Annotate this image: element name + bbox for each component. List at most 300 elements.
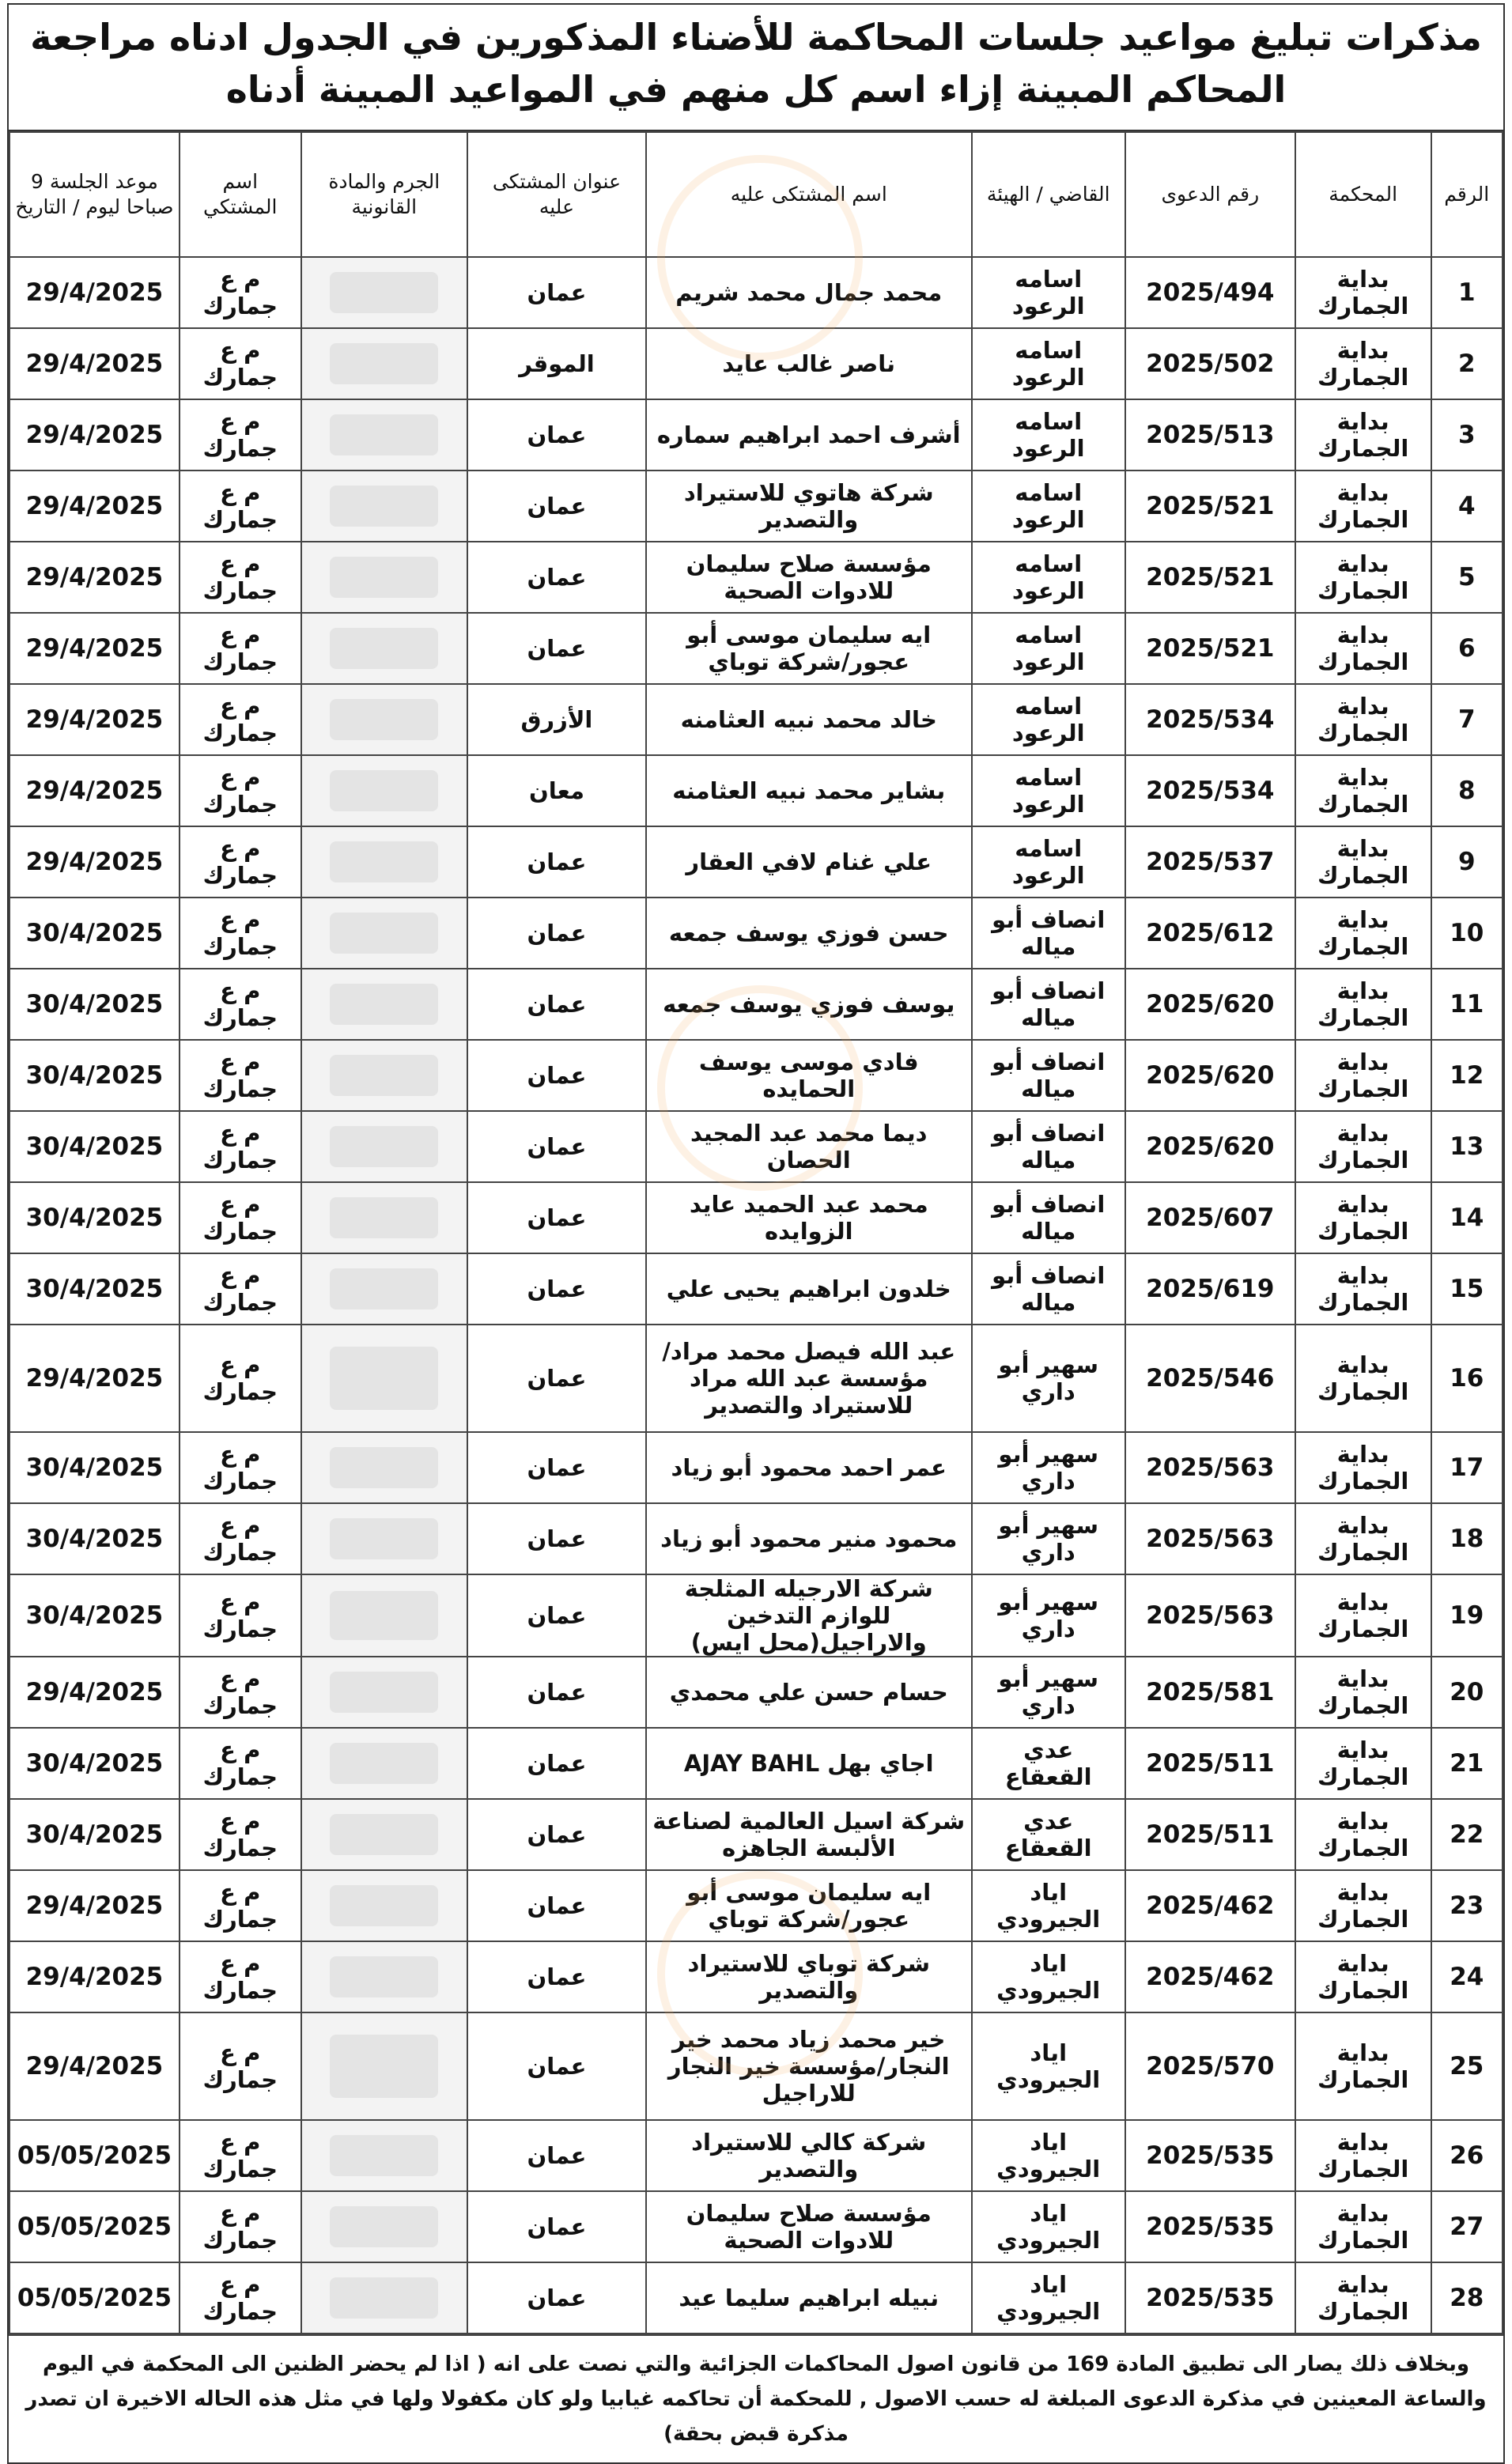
row-judge: اسامه الرعود	[972, 471, 1125, 542]
row-hearing-date: 30/4/2025	[9, 1574, 180, 1657]
row-number: 7	[1431, 684, 1503, 755]
table-row	[9, 1040, 1503, 1111]
row-defendant-address: عمان	[467, 1728, 646, 1799]
row-number: 12	[1431, 1040, 1503, 1111]
row-defendant-name: شركة الارجيله المثلجة للوازم التدخين والاراجيل(محل ايس)	[646, 1574, 972, 1657]
table-row	[9, 2191, 1503, 2262]
redacted-block	[330, 628, 438, 670]
row-judge: اسامه الرعود	[972, 826, 1125, 898]
row-defendant-name: علي غنام لافي العقار	[646, 826, 972, 898]
row-defendant-name: حسام حسن علي محمدي	[646, 1657, 972, 1728]
table-row	[9, 1182, 1503, 1253]
redacted-block	[330, 1347, 438, 1410]
row-complainant: م ع جمارك	[180, 1657, 301, 1728]
row-judge: اياد الجيرودي	[972, 1941, 1125, 2012]
row-judge: انصاف أبو مياله	[972, 969, 1125, 1040]
table-row	[9, 969, 1503, 1040]
row-court: بداية الجمارك	[1295, 2120, 1431, 2191]
row-crime-redacted	[301, 1870, 467, 1941]
row-defendant-address: عمان	[467, 2191, 646, 2262]
row-crime-redacted	[301, 1941, 467, 2012]
row-defendant-address: عمان	[467, 1253, 646, 1325]
redacted-block	[330, 1126, 438, 1168]
row-hearing-date: 29/4/2025	[9, 613, 180, 684]
row-defendant-name: فادي موسى يوسف الحمايده	[646, 1040, 972, 1111]
row-case-number: 2025/563	[1125, 1574, 1295, 1657]
row-judge: انصاف أبو مياله	[972, 1040, 1125, 1111]
row-case-number: 2025/462	[1125, 1941, 1295, 2012]
row-hearing-date: 30/4/2025	[9, 1040, 180, 1111]
row-judge: انصاف أبو مياله	[972, 1253, 1125, 1325]
row-case-number: 2025/563	[1125, 1432, 1295, 1503]
row-number: 3	[1431, 399, 1503, 471]
row-defendant-address: عمان	[467, 542, 646, 613]
row-complainant: م ع جمارك	[180, 2012, 301, 2120]
row-defendant-address: عمان	[467, 2262, 646, 2334]
row-number: 16	[1431, 1325, 1503, 1432]
redacted-block	[330, 486, 438, 527]
row-case-number: 2025/563	[1125, 1503, 1295, 1574]
row-complainant: م ع جمارك	[180, 1253, 301, 1325]
row-judge: انصاف أبو مياله	[972, 898, 1125, 969]
row-defendant-address: عمان	[467, 1870, 646, 1941]
row-court: بداية الجمارك	[1295, 257, 1431, 328]
table-row	[9, 1870, 1503, 1941]
redacted-block	[330, 1814, 438, 1856]
row-hearing-date: 29/4/2025	[9, 1870, 180, 1941]
row-hearing-date: 29/4/2025	[9, 399, 180, 471]
table-row	[9, 755, 1503, 826]
row-defendant-address: الموقر	[467, 328, 646, 399]
row-complainant: م ع جمارك	[180, 1728, 301, 1799]
row-complainant: م ع جمارك	[180, 684, 301, 755]
header-court: المحكمة	[1295, 132, 1431, 257]
row-court: بداية الجمارك	[1295, 1799, 1431, 1870]
row-number: 14	[1431, 1182, 1503, 1253]
row-judge: انصاف أبو مياله	[972, 1111, 1125, 1182]
row-judge: اياد الجيرودي	[972, 2262, 1125, 2334]
row-defendant-address: عمان	[467, 1574, 646, 1657]
row-number: 21	[1431, 1728, 1503, 1799]
table-row	[9, 1503, 1503, 1574]
row-hearing-date: 29/4/2025	[9, 471, 180, 542]
row-crime-redacted	[301, 1657, 467, 1728]
row-judge: سهير أبو داري	[972, 1432, 1125, 1503]
row-judge: سهير أبو داري	[972, 1325, 1125, 1432]
row-court: بداية الجمارك	[1295, 1040, 1431, 1111]
row-defendant-address: عمان	[467, 1432, 646, 1503]
row-defendant-address: عمان	[467, 399, 646, 471]
redacted-block	[330, 1591, 438, 1639]
row-defendant-address: عمان	[467, 969, 646, 1040]
header-complainant: اسم المشتكي	[180, 132, 301, 257]
row-defendant-address: عمان	[467, 1182, 646, 1253]
row-hearing-date: 29/4/2025	[9, 826, 180, 898]
row-judge: اياد الجيرودي	[972, 1870, 1125, 1941]
row-defendant-name: محمد عبد الحميد عايد الزوايده	[646, 1182, 972, 1253]
redacted-block	[330, 1268, 438, 1310]
table-row	[9, 1728, 1503, 1799]
row-hearing-date: 30/4/2025	[9, 1503, 180, 1574]
row-case-number: 2025/607	[1125, 1182, 1295, 1253]
row-complainant: م ع جمارك	[180, 826, 301, 898]
row-judge: سهير أبو داري	[972, 1657, 1125, 1728]
table-row	[9, 1657, 1503, 1728]
row-defendant-address: الأزرق	[467, 684, 646, 755]
row-crime-redacted	[301, 1325, 467, 1432]
row-court: بداية الجمارك	[1295, 2191, 1431, 2262]
row-case-number: 2025/620	[1125, 969, 1295, 1040]
row-defendant-address: عمان	[467, 1657, 646, 1728]
redacted-block	[330, 699, 438, 741]
row-judge: انصاف أبو مياله	[972, 1182, 1125, 1253]
row-complainant: م ع جمارك	[180, 2191, 301, 2262]
header-address: عنوان المشتكى عليه	[467, 132, 646, 257]
row-case-number: 2025/521	[1125, 471, 1295, 542]
row-case-number: 2025/511	[1125, 1799, 1295, 1870]
row-number: 19	[1431, 1574, 1503, 1657]
row-complainant: م ع جمارك	[180, 328, 301, 399]
redacted-block	[330, 2277, 438, 2319]
redacted-block	[330, 1743, 438, 1785]
row-crime-redacted	[301, 1728, 467, 1799]
table-row	[9, 399, 1503, 471]
row-hearing-date: 30/4/2025	[9, 969, 180, 1040]
row-judge: سهير أبو داري	[972, 1503, 1125, 1574]
row-case-number: 2025/612	[1125, 898, 1295, 969]
row-complainant: م ع جمارك	[180, 1432, 301, 1503]
row-number: 27	[1431, 2191, 1503, 2262]
row-judge: عدي القعقاع	[972, 1728, 1125, 1799]
row-defendant-address: عمان	[467, 471, 646, 542]
row-number: 18	[1431, 1503, 1503, 1574]
row-crime-redacted	[301, 542, 467, 613]
row-hearing-date: 30/4/2025	[9, 1432, 180, 1503]
row-crime-redacted	[301, 399, 467, 471]
row-defendant-address: عمان	[467, 257, 646, 328]
row-court: بداية الجمارك	[1295, 399, 1431, 471]
redacted-block	[330, 1885, 438, 1927]
table-row	[9, 1574, 1503, 1657]
row-court: بداية الجمارك	[1295, 1503, 1431, 1574]
row-hearing-date: 30/4/2025	[9, 1728, 180, 1799]
row-hearing-date: 29/4/2025	[9, 2012, 180, 2120]
row-crime-redacted	[301, 684, 467, 755]
table-row	[9, 1799, 1503, 1870]
row-case-number: 2025/570	[1125, 2012, 1295, 2120]
row-crime-redacted	[301, 826, 467, 898]
row-court: بداية الجمارك	[1295, 613, 1431, 684]
row-complainant: م ع جمارك	[180, 471, 301, 542]
row-complainant: م ع جمارك	[180, 1503, 301, 1574]
row-defendant-address: عمان	[467, 826, 646, 898]
row-complainant: م ع جمارك	[180, 1325, 301, 1432]
row-defendant-address: عمان	[467, 1111, 646, 1182]
row-crime-redacted	[301, 1040, 467, 1111]
row-hearing-date: 29/4/2025	[9, 755, 180, 826]
redacted-block	[330, 1447, 438, 1489]
row-complainant: م ع جمارك	[180, 969, 301, 1040]
row-defendant-name: حسن فوزي يوسف جمعه	[646, 898, 972, 969]
row-case-number: 2025/535	[1125, 2191, 1295, 2262]
row-court: بداية الجمارك	[1295, 1182, 1431, 1253]
row-court: بداية الجمارك	[1295, 1432, 1431, 1503]
row-case-number: 2025/619	[1125, 1253, 1295, 1325]
row-number: 25	[1431, 2012, 1503, 2120]
row-hearing-date: 05/05/2025	[9, 2191, 180, 2262]
row-hearing-date: 29/4/2025	[9, 328, 180, 399]
notice-document	[7, 3, 1505, 2464]
row-judge: اسامه الرعود	[972, 755, 1125, 826]
row-judge: اسامه الرعود	[972, 257, 1125, 328]
row-court: بداية الجمارك	[1295, 826, 1431, 898]
row-crime-redacted	[301, 898, 467, 969]
header-case: رقم الدعوى	[1125, 132, 1295, 257]
redacted-block	[330, 913, 438, 954]
redacted-block	[330, 2206, 438, 2248]
header-defendant: اسم المشتكى عليه	[646, 132, 972, 257]
row-complainant: م ع جمارك	[180, 1941, 301, 2012]
row-case-number: 2025/513	[1125, 399, 1295, 471]
row-defendant-name: بشاير محمد نبيه العثامنه	[646, 755, 972, 826]
table-row	[9, 542, 1503, 613]
row-hearing-date: 29/4/2025	[9, 1325, 180, 1432]
row-defendant-name: شركة اسيل العالمية لصناعة الألبسة الجاهزه	[646, 1799, 972, 1870]
row-defendant-name: شركة توباي للاستيراد والتصدير	[646, 1941, 972, 2012]
row-number: 17	[1431, 1432, 1503, 1503]
row-number: 9	[1431, 826, 1503, 898]
row-court: بداية الجمارك	[1295, 1325, 1431, 1432]
table-row	[9, 1253, 1503, 1325]
row-defendant-name: ايه سليمان موسى أبو عجور/شركة توباي	[646, 613, 972, 684]
row-defendant-address: عمان	[467, 2012, 646, 2120]
row-hearing-date: 29/4/2025	[9, 1657, 180, 1728]
row-defendant-address: عمان	[467, 2120, 646, 2191]
row-crime-redacted	[301, 2191, 467, 2262]
header-crime: الجرم والمادة القانونية	[301, 132, 467, 257]
row-court: بداية الجمارك	[1295, 1870, 1431, 1941]
row-complainant: م ع جمارك	[180, 1574, 301, 1657]
row-defendant-name: ديما محمد عبد المجيد الحصان	[646, 1111, 972, 1182]
redacted-block	[330, 1956, 438, 1998]
legal-footer-note: وبخلاف ذلك يصار الى تطبيق المادة 169 من قانون اصول المحاكمات الجزائية والتي نصت على انه ( اذا لم يحضر الظنين الى المحكمة في اليوم والساعة المعينين في مذكرة الدعوى المبلغة له حسب الاصول , للمحكمة أن تحاكمه غيابيا ولو كان مكفولا ولها في مثل هذه الحاله الاخيرة ان تصدر مذكرة قبض بحقة)	[9, 2334, 1503, 2462]
row-defendant-name: مؤسسة صلاح سليمان للادوات الصحية	[646, 542, 972, 613]
row-case-number: 2025/462	[1125, 1870, 1295, 1941]
table-row	[9, 826, 1503, 898]
row-hearing-date: 30/4/2025	[9, 1111, 180, 1182]
table-row	[9, 471, 1503, 542]
row-court: بداية الجمارك	[1295, 1574, 1431, 1657]
row-crime-redacted	[301, 969, 467, 1040]
row-defendant-address: عمان	[467, 1941, 646, 2012]
row-crime-redacted	[301, 1253, 467, 1325]
row-judge: اياد الجيرودي	[972, 2012, 1125, 2120]
row-number: 11	[1431, 969, 1503, 1040]
table-row	[9, 684, 1503, 755]
header-judge: القاضي / الهيئة	[972, 132, 1125, 257]
row-hearing-date: 30/4/2025	[9, 1182, 180, 1253]
row-court: بداية الجمارك	[1295, 755, 1431, 826]
row-crime-redacted	[301, 1799, 467, 1870]
redacted-block	[330, 343, 438, 385]
row-case-number: 2025/511	[1125, 1728, 1295, 1799]
row-hearing-date: 30/4/2025	[9, 1253, 180, 1325]
row-number: 26	[1431, 2120, 1503, 2191]
row-defendant-address: معان	[467, 755, 646, 826]
row-judge: عدي القعقاع	[972, 1799, 1125, 1870]
redacted-block	[330, 841, 438, 883]
row-complainant: م ع جمارك	[180, 2262, 301, 2334]
row-crime-redacted	[301, 2262, 467, 2334]
row-judge: اسامه الرعود	[972, 613, 1125, 684]
row-crime-redacted	[301, 328, 467, 399]
row-number: 23	[1431, 1870, 1503, 1941]
row-judge: اسامه الرعود	[972, 542, 1125, 613]
row-defendant-address: عمان	[467, 1799, 646, 1870]
row-defendant-address: عمان	[467, 898, 646, 969]
redacted-block	[330, 272, 438, 314]
row-hearing-date: 05/05/2025	[9, 2262, 180, 2334]
row-defendant-name: خير محمد زياد محمد خير النجار/مؤسسة خير النجار للاراجيل	[646, 2012, 972, 2120]
row-complainant: م ع جمارك	[180, 257, 301, 328]
row-defendant-name: محمد جمال محمد شريم	[646, 257, 972, 328]
redacted-block	[330, 1055, 438, 1097]
row-complainant: م ع جمارك	[180, 542, 301, 613]
row-hearing-date: 29/4/2025	[9, 542, 180, 613]
row-court: بداية الجمارك	[1295, 2262, 1431, 2334]
row-case-number: 2025/521	[1125, 613, 1295, 684]
row-court: بداية الجمارك	[1295, 2012, 1431, 2120]
row-crime-redacted	[301, 1432, 467, 1503]
row-court: بداية الجمارك	[1295, 471, 1431, 542]
document-title: مذكرات تبليغ مواعيد جلسات المحاكمة للأضناء المذكورين في الجدول ادناه مراجعة المحاكم المبينة إزاء اسم كل منهم في المواعيد المبينة أدناه	[9, 5, 1503, 131]
row-case-number: 2025/537	[1125, 826, 1295, 898]
row-defendant-address: عمان	[467, 1503, 646, 1574]
row-crime-redacted	[301, 2012, 467, 2120]
row-number: 5	[1431, 542, 1503, 613]
table-header-row	[9, 132, 1503, 257]
row-hearing-date: 29/4/2025	[9, 257, 180, 328]
row-number: 8	[1431, 755, 1503, 826]
row-hearing-date: 29/4/2025	[9, 684, 180, 755]
row-defendant-name: خلدون ابراهيم يحيى علي	[646, 1253, 972, 1325]
row-defendant-name: نبيله ابراهيم سليما عيد	[646, 2262, 972, 2334]
row-complainant: م ع جمارك	[180, 755, 301, 826]
table-row	[9, 1111, 1503, 1182]
row-case-number: 2025/535	[1125, 2120, 1295, 2191]
row-defendant-name: أشرف احمد ابراهيم سماره	[646, 399, 972, 471]
row-judge: اسامه الرعود	[972, 684, 1125, 755]
row-case-number: 2025/502	[1125, 328, 1295, 399]
row-court: بداية الجمارك	[1295, 1728, 1431, 1799]
row-number: 1	[1431, 257, 1503, 328]
row-defendant-name: يوسف فوزي يوسف جمعه	[646, 969, 972, 1040]
table-body	[9, 257, 1503, 2334]
hearings-table	[9, 131, 1503, 2334]
row-case-number: 2025/546	[1125, 1325, 1295, 1432]
row-case-number: 2025/535	[1125, 2262, 1295, 2334]
row-case-number: 2025/494	[1125, 257, 1295, 328]
row-complainant: م ع جمارك	[180, 613, 301, 684]
row-number: 15	[1431, 1253, 1503, 1325]
row-case-number: 2025/620	[1125, 1111, 1295, 1182]
row-court: بداية الجمارك	[1295, 1253, 1431, 1325]
row-case-number: 2025/521	[1125, 542, 1295, 613]
table-row	[9, 328, 1503, 399]
row-defendant-address: عمان	[467, 1040, 646, 1111]
redacted-block	[330, 414, 438, 456]
redacted-block	[330, 2135, 438, 2177]
row-defendant-name: خالد محمد نبيه العثامنه	[646, 684, 972, 755]
row-judge: اياد الجيرودي	[972, 2191, 1125, 2262]
table-row	[9, 2120, 1503, 2191]
row-defendant-name: شركة هاتوي للاستيراد والتصدير	[646, 471, 972, 542]
row-hearing-date: 29/4/2025	[9, 1941, 180, 2012]
row-number: 6	[1431, 613, 1503, 684]
row-judge: سهير أبو داري	[972, 1574, 1125, 1657]
row-hearing-date: 30/4/2025	[9, 1799, 180, 1870]
row-complainant: م ع جمارك	[180, 399, 301, 471]
row-defendant-name: محمود منير محمود أبو زياد	[646, 1503, 972, 1574]
redacted-block	[330, 1518, 438, 1560]
row-crime-redacted	[301, 1182, 467, 1253]
row-crime-redacted	[301, 471, 467, 542]
row-complainant: م ع جمارك	[180, 1111, 301, 1182]
row-defendant-name: ناصر غالب عايد	[646, 328, 972, 399]
row-court: بداية الجمارك	[1295, 542, 1431, 613]
row-number: 13	[1431, 1111, 1503, 1182]
row-complainant: م ع جمارك	[180, 1182, 301, 1253]
table-row	[9, 257, 1503, 328]
row-court: بداية الجمارك	[1295, 1111, 1431, 1182]
redacted-block	[330, 2035, 438, 2098]
row-complainant: م ع جمارك	[180, 1870, 301, 1941]
table-row	[9, 1432, 1503, 1503]
redacted-block	[330, 557, 438, 599]
row-judge: اسامه الرعود	[972, 328, 1125, 399]
row-number: 2	[1431, 328, 1503, 399]
row-defendant-name: عبد الله فيصل محمد مراد/مؤسسة عبد الله مراد للاستيراد والتصدير	[646, 1325, 972, 1432]
row-case-number: 2025/534	[1125, 755, 1295, 826]
row-judge: اسامه الرعود	[972, 399, 1125, 471]
row-complainant: م ع جمارك	[180, 2120, 301, 2191]
row-defendant-name: ايه سليمان موسى أبو عجور/شركة توباي	[646, 1870, 972, 1941]
row-crime-redacted	[301, 1111, 467, 1182]
row-court: بداية الجمارك	[1295, 969, 1431, 1040]
table-row	[9, 613, 1503, 684]
table-row	[9, 1325, 1503, 1432]
row-defendant-address: عمان	[467, 613, 646, 684]
row-number: 4	[1431, 471, 1503, 542]
redacted-block	[330, 770, 438, 812]
row-crime-redacted	[301, 2120, 467, 2191]
row-court: بداية الجمارك	[1295, 898, 1431, 969]
redacted-block	[330, 1672, 438, 1714]
row-number: 20	[1431, 1657, 1503, 1728]
row-crime-redacted	[301, 613, 467, 684]
row-court: بداية الجمارك	[1295, 328, 1431, 399]
row-defendant-name: مؤسسة صلاح سليمان للادوات الصحية	[646, 2191, 972, 2262]
row-court: بداية الجمارك	[1295, 1941, 1431, 2012]
row-case-number: 2025/620	[1125, 1040, 1295, 1111]
table-row	[9, 2262, 1503, 2334]
redacted-block	[330, 1197, 438, 1239]
table-row	[9, 1941, 1503, 2012]
table-row	[9, 2012, 1503, 2120]
row-number: 24	[1431, 1941, 1503, 2012]
row-number: 10	[1431, 898, 1503, 969]
table-row	[9, 898, 1503, 969]
